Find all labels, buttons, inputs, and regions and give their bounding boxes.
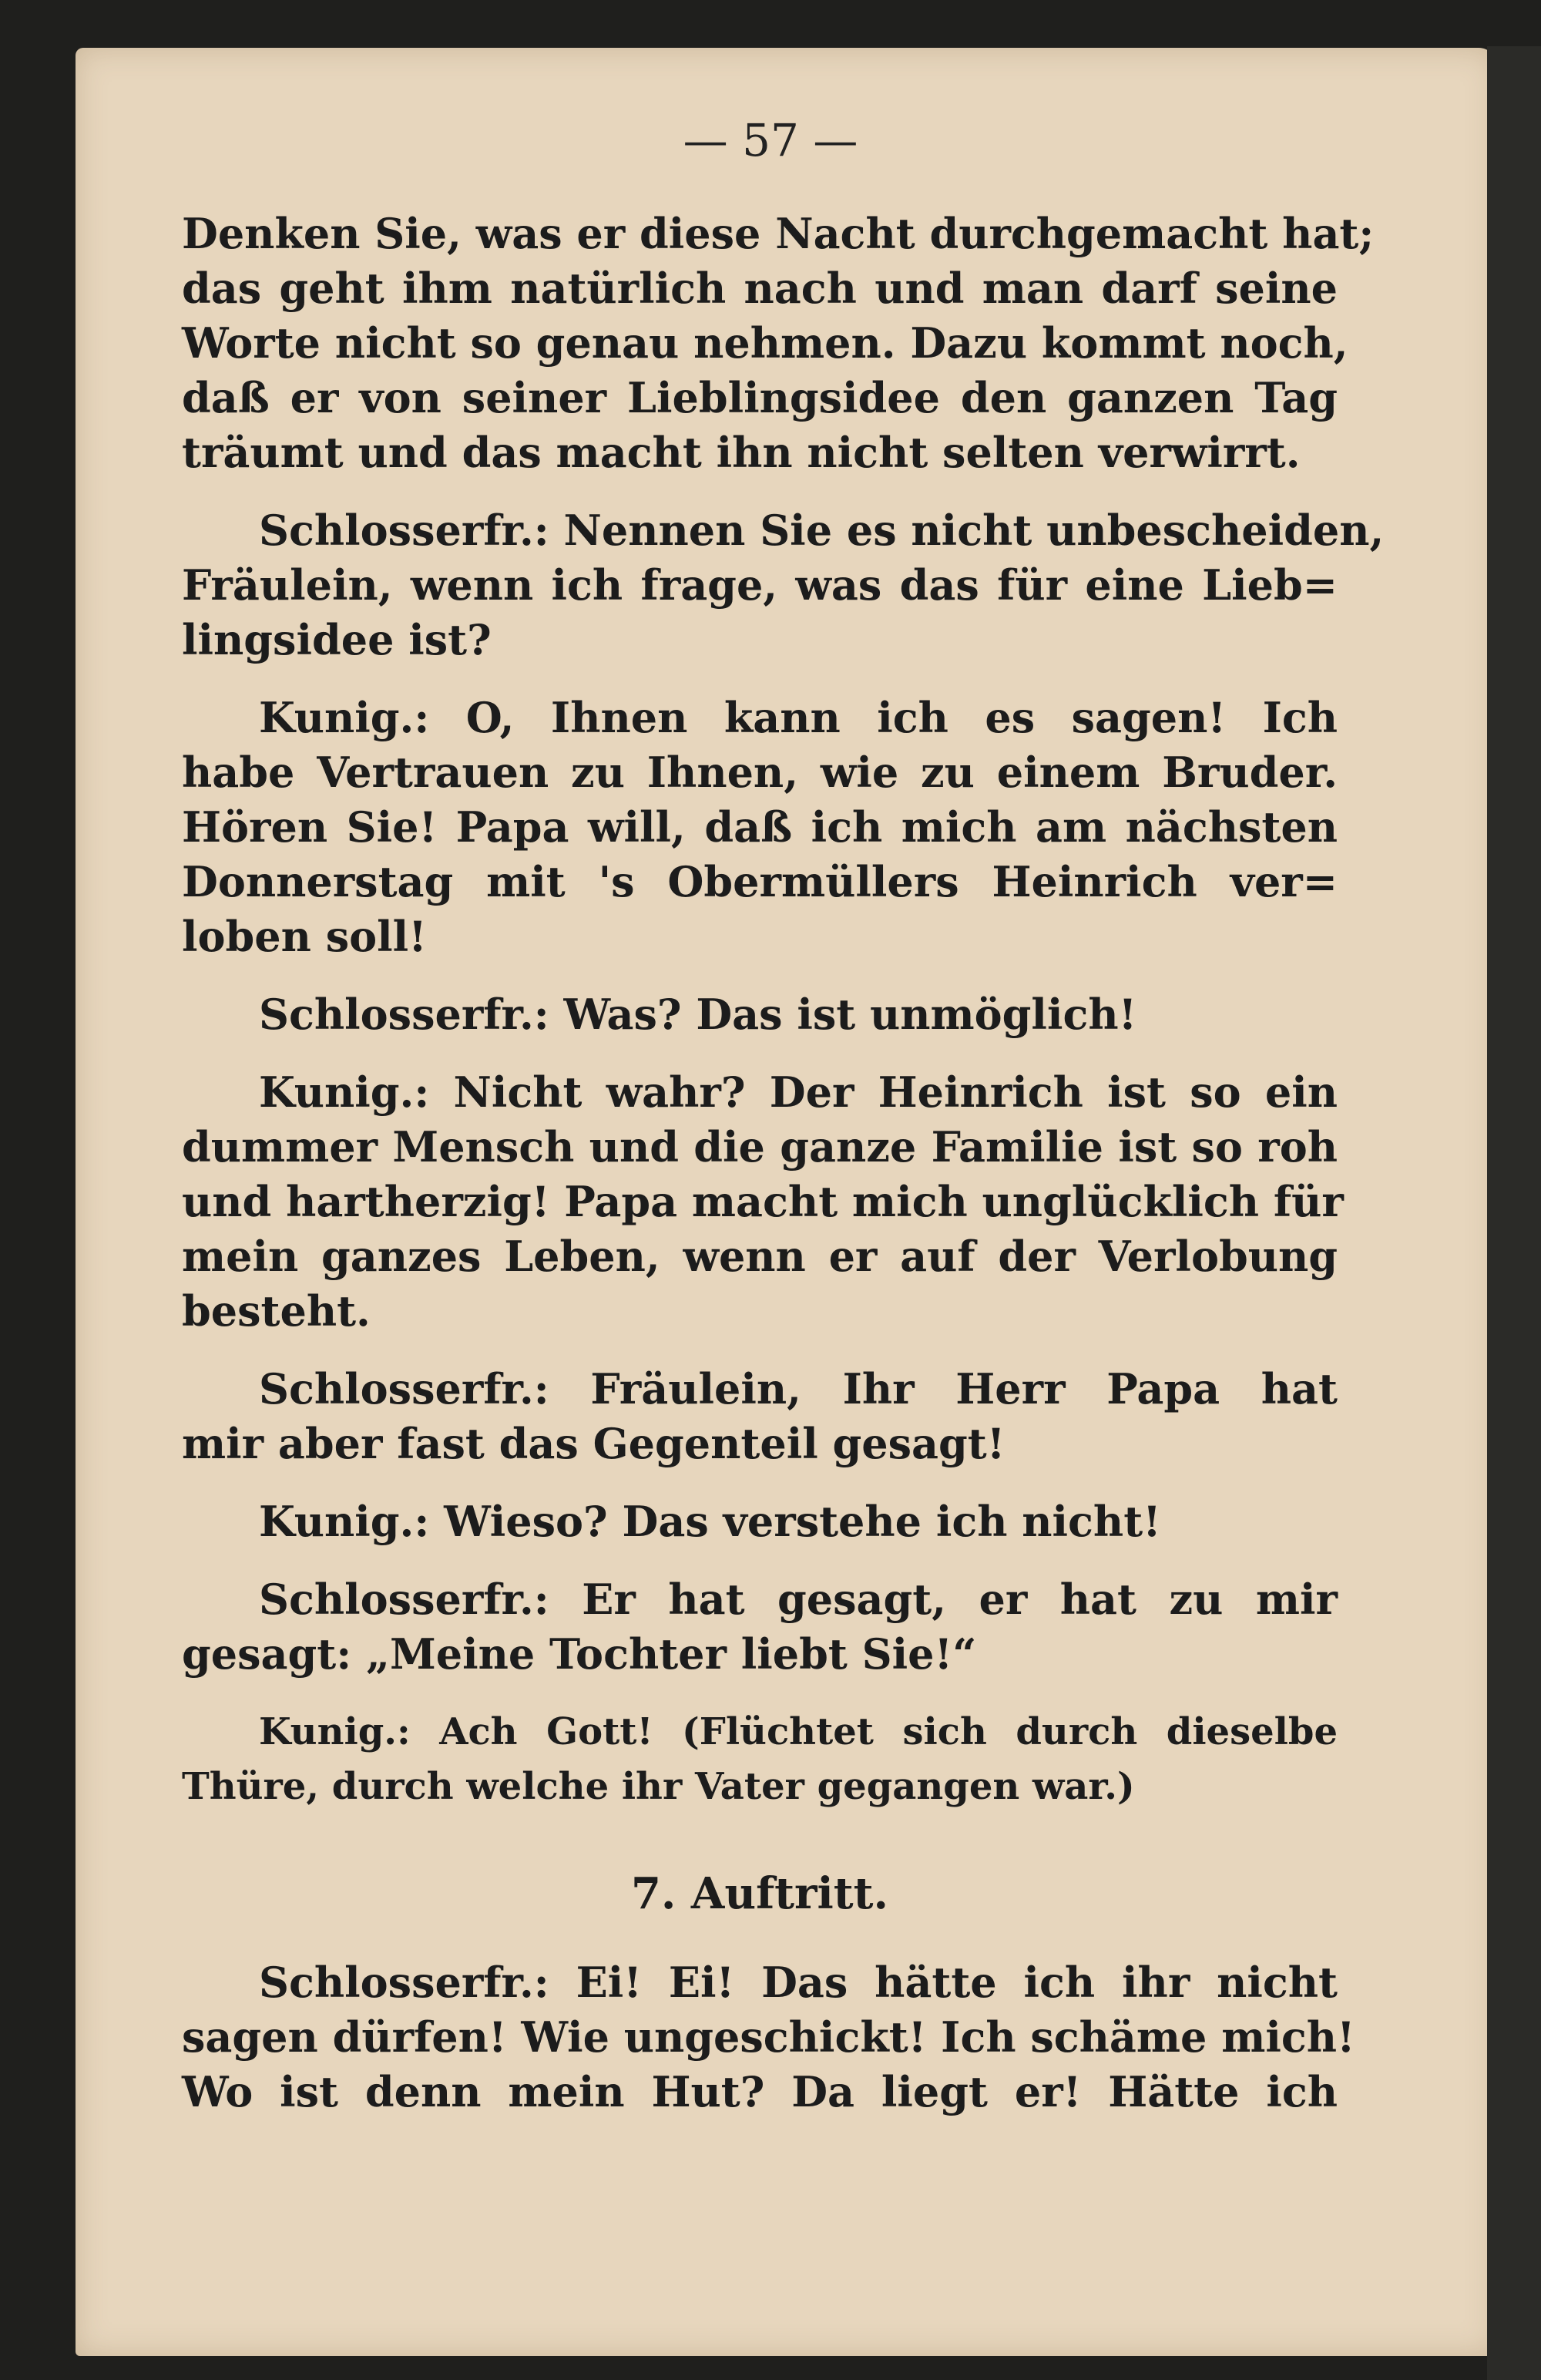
text-line: Thüre, durch welche ihr Vater gegangen war.): [182, 1765, 1135, 1808]
text-line: das geht ihm natürlich nach und man darf seine: [182, 264, 1338, 313]
text-line: Hören Sie! Papa will, daß ich mich am nächsten: [182, 802, 1338, 852]
paragraph: [182, 1065, 1344, 1339]
book-cover-edge: [1487, 46, 1541, 2380]
text-line: Schlosserfr.: Was? Das ist unmöglich!: [259, 990, 1137, 1039]
text-line: daß er von seiner Lieblingsidee den ganzen Tag: [182, 373, 1338, 422]
paragraph: [182, 1955, 1355, 2119]
paragraph: [182, 987, 1338, 1042]
text-line: Kunig.: Nicht wahr? Der Heinrich ist so ein: [259, 1067, 1338, 1117]
paragraph: [182, 1362, 1338, 1471]
text-line: mir aber fast das Gegenteil gesagt!: [182, 1419, 1006, 1468]
page-number: — 57 —: [683, 114, 858, 166]
text-line: Schlosserfr.: Nennen Sie es nicht unbescheiden,: [259, 506, 1385, 555]
text-line: habe Vertrauen zu Ihnen, wie zu einem Bruder.: [182, 748, 1338, 797]
text-line: besteht.: [182, 1286, 371, 1336]
text-line: Schlosserfr.: Er hat gesagt, er hat zu mir: [259, 1575, 1338, 1624]
text-line: Wo ist denn mein Hut? Da liegt er! Hätte ich: [182, 2067, 1338, 2116]
text-line: sagen dürfen! Wie ungeschickt! Ich schäme mich!: [182, 2012, 1355, 2062]
text-line: Denken Sie, was er diese Nacht durchgemacht hat;: [182, 209, 1375, 258]
text-line: Worte nicht so genau nehmen. Dazu kommt noch,: [182, 318, 1348, 368]
text-line: lingsidee ist?: [182, 615, 492, 664]
text-line: Fräulein, wenn ich frage, was das für eine Lieb=: [182, 560, 1338, 610]
paragraph: [182, 691, 1338, 964]
text-line: Donnerstag mit 's Obermüllers Heinrich ver=: [182, 857, 1338, 906]
paragraph: [182, 207, 1375, 480]
scene-heading: 7. Auftritt.: [630, 1868, 889, 1919]
text-line: loben soll!: [182, 912, 427, 961]
text-line: Kunig.: O, Ihnen kann ich es sagen! Ich: [259, 693, 1338, 742]
text-line: träumt und das macht ihn nicht selten verwirrt.: [182, 428, 1301, 477]
paragraph: [182, 1494, 1338, 1549]
text-line: gesagt: „Meine Tochter liebt Sie!“: [182, 1629, 977, 1679]
paragraph: [182, 1705, 1338, 1814]
text-line: dummer Mensch und die ganze Familie ist so roh: [182, 1122, 1338, 1172]
paragraph: [182, 1572, 1338, 1682]
paragraph: [182, 503, 1385, 667]
text-line: Kunig.: Ach Gott! (Flüchtet sich durch dieselbe: [259, 1710, 1338, 1753]
page-body-text: [182, 207, 1385, 2143]
text-line: Kunig.: Wieso? Das verstehe ich nicht!: [259, 1497, 1161, 1546]
text-line: und hartherzig! Papa macht mich unglücklich für: [182, 1177, 1344, 1226]
text-line: Schlosserfr.: Fräulein, Ihr Herr Papa hat: [259, 1364, 1338, 1414]
text-line: Schlosserfr.: Ei! Ei! Das hätte ich ihr nicht: [259, 1958, 1338, 2007]
text-line: mein ganzes Leben, wenn er auf der Verlobung: [182, 1232, 1338, 1281]
